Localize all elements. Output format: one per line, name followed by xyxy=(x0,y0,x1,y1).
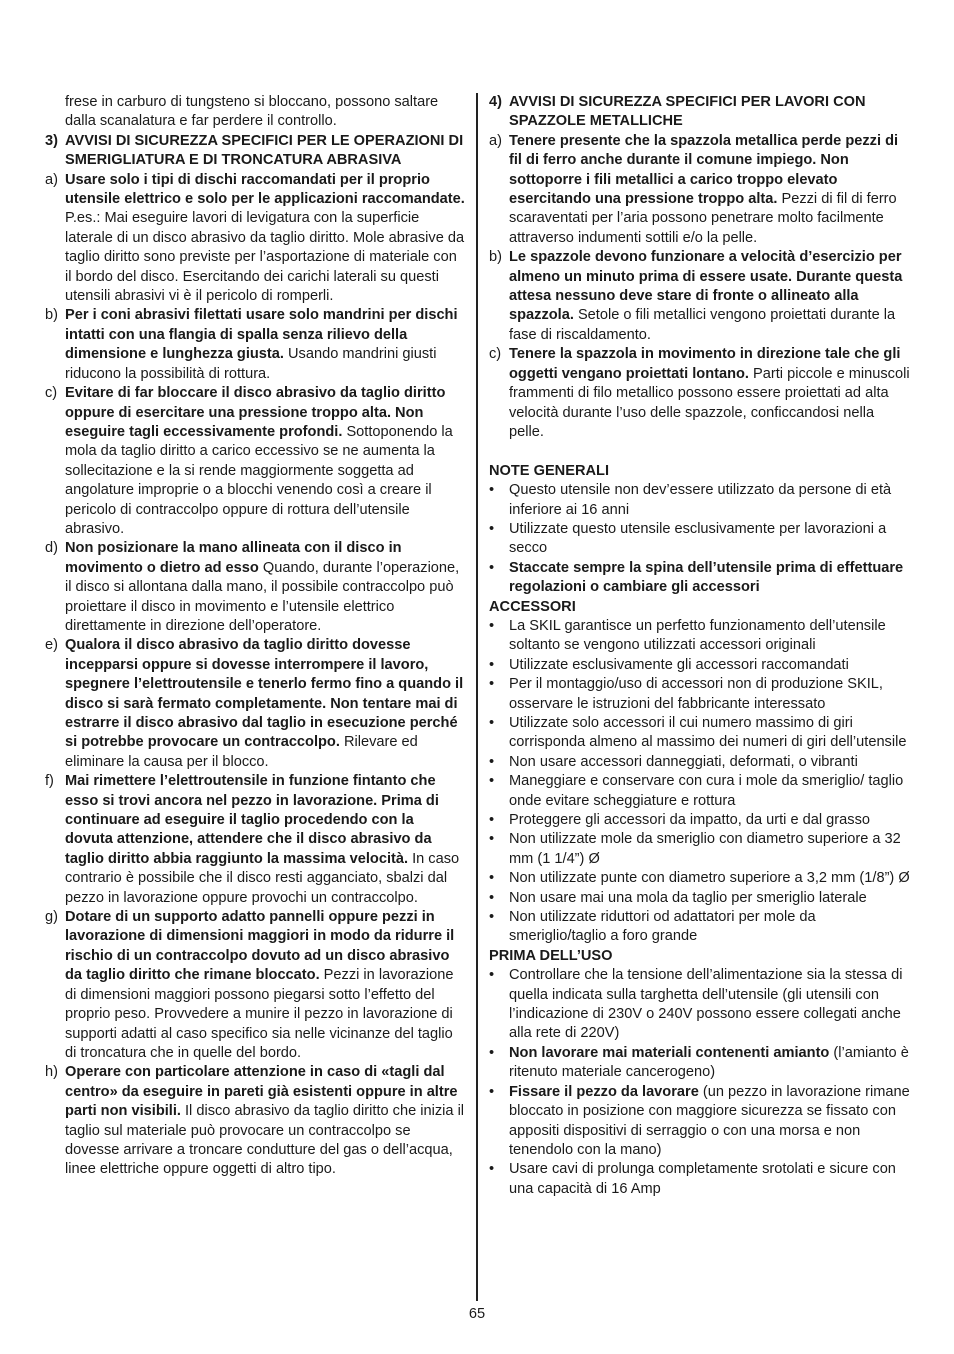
bullet-icon: • xyxy=(489,520,495,537)
bullet-plain-text: Non usare mai una mola da taglio per smeriglio laterale xyxy=(509,889,867,906)
bullet-text xyxy=(509,1083,910,1161)
item-text xyxy=(509,248,910,345)
bullet-plain-text: Per il montaggio/uso di accessori non di produzione SKIL, osservare le istruzioni del fabbricante interessato xyxy=(509,676,883,712)
bullet-text xyxy=(509,830,910,869)
item-bold-text: Qualora il disco abrasivo da taglio diritto dovesse incepparsi oppure si dovesse interrompere il lavoro, spegnere l’elettroutensile e tenerlo fermo fino a quando il disco si sarà fermato completamente. Non tentare mai di estrarre il disco abrasivo dal taglio in esecuzione perché si potrebbe provocare un contraccolpo. xyxy=(65,637,464,751)
item-plain-text: Rilevare ed eliminare la causa per il blocco. xyxy=(65,734,418,770)
item-letter: c) xyxy=(45,385,58,402)
section-3-items xyxy=(45,171,465,1180)
accessori-heading: ACCESSORI xyxy=(489,598,576,615)
bullet-item xyxy=(489,1083,910,1161)
bullet-icon: • xyxy=(489,889,495,906)
page-number: 65 xyxy=(468,1306,486,1322)
item-letter: d) xyxy=(45,540,58,557)
list-item xyxy=(45,171,465,307)
item-plain-text: Usando mandrini giusti riducono la possibilità di rottura. xyxy=(65,346,437,382)
bullet-item xyxy=(489,830,910,869)
list-item xyxy=(45,1063,465,1179)
item-letter: e) xyxy=(45,637,58,654)
bullet-plain-text: Non utilizzate punte con diametro superiore a 3,2 mm (1/8”) Ø xyxy=(509,870,910,887)
bullet-text xyxy=(509,714,910,753)
bullet-icon: • xyxy=(489,1161,495,1178)
list-item xyxy=(489,248,910,345)
list-item xyxy=(489,345,910,442)
bullet-plain-text: Non utilizzate mole da smeriglio con diametro superiore a 32 mm (1 1/4”) Ø xyxy=(509,831,901,867)
bullet-plain-text: (un pezzo in lavorazione rimane bloccato in posizione con maggiore sicurezza se fissato con appositi dispositivi di serraggio o con una morsa e non tenendolo con la mano) xyxy=(509,1083,910,1158)
bullet-plain-text: Proteggere gli accessori da impatto, da urti e dal grasso xyxy=(509,812,870,829)
item-bold-text: Usare solo i tipi di dischi raccomandati per il proprio utensile elettrico e solo per le applicazioni raccomandate. xyxy=(65,171,465,208)
bullet-text xyxy=(509,675,910,714)
bullet-text xyxy=(509,753,910,772)
bullet-text xyxy=(509,1160,910,1199)
bullet-item xyxy=(489,617,910,656)
item-bold-text: Non posizionare la mano allineata con il disco in movimento o dietro ad esso xyxy=(65,540,402,576)
list-item xyxy=(45,306,465,384)
item-letter: h) xyxy=(45,1064,58,1081)
item-text xyxy=(65,306,465,384)
bullet-plain-text: Controllare che la tensione dell’alimentazione sia la stessa di quella indicata sulla targhetta dell’utensile (gli utensili con l’indicazione di 230V o 240V possono essere collegati anche alla rete di 220V) xyxy=(509,967,903,1042)
item-bold-text: Dotare di un supporto adatto pannelli oppure pezzi in lavorazione di dimensioni maggiori in modo da ridurre il rischio di un contraccolpo dovuto ad un disco abrasivo da taglio diritto che rimane bloccato. xyxy=(65,909,455,984)
item-letter: a) xyxy=(489,132,502,149)
list-item xyxy=(45,384,465,539)
intro-paragraph: frese in carburo di tungsteno si bloccano, possono saltare dalla scanalatura e far perdere il controllo. xyxy=(65,94,439,130)
item-plain-text: P.es.: Mai eseguire lavori di levigatura con la superficie laterale di un disco abrasivo da taglio diritto. Mole abrasive da taglio diritto sono previste per l’asportazione di materiale con il bordo del disco. Esercitando dei carichi laterali su questi utensili abrasivi vi è il pericolo di romperli. xyxy=(65,210,465,305)
section-title: AVVISI DI SICUREZZA SPECIFICI PER LAVORI CON SPAZZOLE METALLICHE xyxy=(509,94,866,130)
note-generali-list xyxy=(489,481,910,597)
section-number: 4) xyxy=(489,94,502,110)
item-text xyxy=(65,384,465,539)
bullet-plain-text: Questo utensile non dev’essere utilizzato da persone di età inferiore ai 16 anni xyxy=(509,482,892,518)
bullet-plain-text: Maneggiare e conservare con cura i mole da smeriglio/ taglio onde evitare scheggiature e rottura xyxy=(509,773,904,809)
item-plain-text: Pezzi di fil di ferro scaraventati per l’aria possono penetrare molto facilmente attraverso indumenti sottili e/o la pelle. xyxy=(509,191,897,246)
section-title: AVVISI DI SICUREZZA SPECIFICI PER LE OPERAZIONI DI SMERIGLIATURA E DI TRONCATURA ABRASIVA xyxy=(65,132,464,169)
bullet-text xyxy=(509,520,910,559)
bullet-item xyxy=(489,772,910,811)
item-bold-text: Tenere presente che la spazzola metallica perde pezzi di fil di ferro anche durante il comune impiego. Non sottoporre i fili metallici a carico troppo elevato esercitando una pressione troppo alta. xyxy=(509,132,899,208)
section-4-items xyxy=(489,132,910,443)
bullet-icon: • xyxy=(489,812,495,829)
section-3-heading xyxy=(45,132,465,171)
item-text xyxy=(509,345,910,442)
bullet-text xyxy=(509,811,910,830)
prima-heading: PRIMA DELL’USO xyxy=(489,947,613,964)
bullet-item xyxy=(489,481,910,520)
bullet-plain-text: Utilizzate solo accessori il cui numero massimo di giri corrisponda almeno al massimo dei numeri di giri dell’utensile xyxy=(509,714,907,751)
item-bold-text: Le spazzole devono funzionare a velocità d’esercizio per almeno un minuto prima di essere usate. Durante questa attesa nessuno deve stare di fronte o allineato alla spazzola. xyxy=(509,249,903,324)
bullet-text xyxy=(509,869,910,888)
bullet-item xyxy=(489,656,910,675)
item-letter: g) xyxy=(45,909,58,926)
item-bold-text: Operare con particolare attenzione in caso di «tagli dal centro» da eseguire in pareti già esistenti oppure in altre parti non visibili. xyxy=(65,1064,458,1120)
bullet-item xyxy=(489,675,910,714)
note-generali-heading: NOTE GENERALI xyxy=(489,462,609,479)
list-item xyxy=(45,539,465,636)
bullet-item xyxy=(489,889,910,908)
list-item xyxy=(45,772,465,908)
bullet-text xyxy=(509,889,910,908)
list-item xyxy=(45,636,465,772)
item-plain-text: Sottoponendo la mola da taglio diritto a carico eccessivo se ne aumenta la sollecitazione e la si rende maggiormente soggetta ad angolature improprie o a blocchi venendo così a creare il pericolo di contraccolpo oppure di rottura dell’utensile abrasivo. xyxy=(65,423,453,537)
item-bold-text: Mai rimettere l’elettroutensile in funzione fintanto che esso si trovi ancora nel pezzo in lavorazione. Prima di continuare ad eseguire il taglio procedendo con la dovuta attenzione, attendere che il disco abrasivo da taglio diritto abbia raggiunto la massima velocità. xyxy=(65,773,439,867)
item-text xyxy=(65,539,465,636)
bullet-icon: • xyxy=(489,617,495,634)
list-item xyxy=(45,908,465,1063)
bullet-item xyxy=(489,811,910,830)
bullet-item xyxy=(489,559,910,598)
bullet-item xyxy=(489,908,910,947)
bullet-text xyxy=(509,966,910,1044)
bullet-item xyxy=(489,966,910,1044)
item-bold-text: Per i coni abrasivi filettati usare solo mandrini per dischi intatti con una flangia di spalla senza rilievo della dimensione e lunghezza giusta. xyxy=(65,307,458,363)
item-plain-text: Parti piccole e minuscoli frammenti di filo metallico possono essere proiettati ad alta velocità durante l’uso delle spazzole, conficcandosi nella pelle. xyxy=(509,365,910,440)
item-text xyxy=(65,908,465,1063)
item-plain-text: In caso contrario è possibile che il disco resti agganciato, sbalzi dal pezzo in lavorazione oppure provochi un contraccolpo. xyxy=(65,850,460,906)
item-text xyxy=(65,1063,465,1179)
bullet-icon: • xyxy=(489,1044,495,1061)
bullet-icon: • xyxy=(489,870,495,887)
bullet-text xyxy=(509,617,910,656)
bullet-bold-text: Fissare il pezzo da lavorare xyxy=(509,1083,699,1100)
bullet-plain-text: Non usare accessori danneggiati, deformati, o vibranti xyxy=(509,753,858,770)
bullet-icon: • xyxy=(489,831,495,848)
bullet-bold-text: Staccate sempre la spina dell’utensile prima di effettuare regolazioni o cambiare gli accessori xyxy=(509,559,904,596)
bullet-plain-text: Usare cavi di prolunga completamente srotolati e sicure con una capacità di 16 Amp xyxy=(509,1161,896,1197)
bullet-plain-text: (l’amianto è ritenuto materiale cancerogeno) xyxy=(509,1044,909,1081)
bullet-item xyxy=(489,520,910,559)
bullet-item xyxy=(489,1044,910,1083)
item-plain-text: Quando, durante l’operazione, il disco si allontana dalla mano, il possibile contraccolpo può proiettare il disco in movimento e l’utensile elettrico direttamente in direzione dell’operatore. xyxy=(65,559,460,634)
item-text xyxy=(65,171,465,307)
bullet-icon: • xyxy=(489,482,495,499)
bullet-text xyxy=(509,908,910,947)
bullet-icon: • xyxy=(489,714,495,731)
prima-list xyxy=(489,966,910,1199)
bullet-plain-text: La SKIL garantisce un perfetto funzionamento dell’utensile soltanto se vengono utilizzati accessori originali xyxy=(509,617,886,654)
item-letter: a) xyxy=(45,171,58,188)
section-4-heading xyxy=(489,93,910,132)
section-number: 3) xyxy=(45,132,58,149)
item-plain-text: Il disco abrasivo da taglio diritto che inizia il taglio sul materiale può provocare un contraccolpo se dovesse arrivare a troncare condutture del gas o dell’acqua, linee elettriche oppure oggetti di altro tipo. xyxy=(65,1103,465,1178)
bullet-text xyxy=(509,772,910,811)
item-plain-text: Setole o fili metallici vengono proiettati durante la fase di riscaldamento. xyxy=(509,307,896,343)
bullet-icon: • xyxy=(489,773,495,790)
right-column xyxy=(489,93,910,1199)
item-letter: f) xyxy=(45,773,54,790)
bullet-icon: • xyxy=(489,909,495,926)
bullet-icon: • xyxy=(489,559,495,576)
item-text xyxy=(65,636,465,772)
bullet-plain-text: Non utilizzate riduttori od adattatori per mole da smeriglio/taglio a foro grande xyxy=(509,909,816,945)
item-bold-text: Evitare di far bloccare il disco abrasivo da taglio diritto oppure di esercitare una pressione troppo alta. Non eseguire tagli eccessivamente profondi. xyxy=(65,385,446,440)
bullet-text xyxy=(509,481,910,520)
left-column xyxy=(45,93,465,1180)
bullet-icon: • xyxy=(489,967,495,984)
bullet-icon: • xyxy=(489,1083,495,1100)
item-letter: b) xyxy=(45,307,58,324)
bullet-icon: • xyxy=(489,656,495,673)
bullet-icon: • xyxy=(489,676,495,693)
bullet-item xyxy=(489,1160,910,1199)
item-bold-text: Tenere la spazzola in movimento in direzione tale che gli oggetti vengano proiettati lontano. xyxy=(509,346,901,382)
bullet-bold-text: Non lavorare mai materiali contenenti amianto xyxy=(509,1044,830,1061)
item-letter: b) xyxy=(489,249,502,266)
item-text xyxy=(65,772,465,908)
item-plain-text: Pezzi in lavorazione di dimensioni maggiori possono piegarsi sotto l’effetto del proprio peso. Provvedere a munire il pezzo in lavorazione di supporti adatti al caso specifico sia nelle vicinanze del taglio di troncatura che in quelle del bordo. xyxy=(65,967,454,1061)
bullet-plain-text: Utilizzate esclusivamente gli accessori raccomandati xyxy=(509,656,849,673)
column-divider xyxy=(476,93,478,1301)
item-text xyxy=(509,132,910,248)
bullet-text xyxy=(509,1044,910,1083)
bullet-item xyxy=(489,869,910,888)
bullet-icon: • xyxy=(489,753,495,770)
bullet-item xyxy=(489,753,910,772)
spacer xyxy=(489,442,910,461)
bullet-text xyxy=(509,656,910,675)
item-letter: c) xyxy=(489,346,502,363)
accessori-list xyxy=(489,617,910,947)
bullet-item xyxy=(489,714,910,753)
list-item xyxy=(489,132,910,248)
bullet-text xyxy=(509,559,910,598)
bullet-plain-text: Utilizzate questo utensile esclusivamente per lavorazioni a secco xyxy=(509,520,887,557)
